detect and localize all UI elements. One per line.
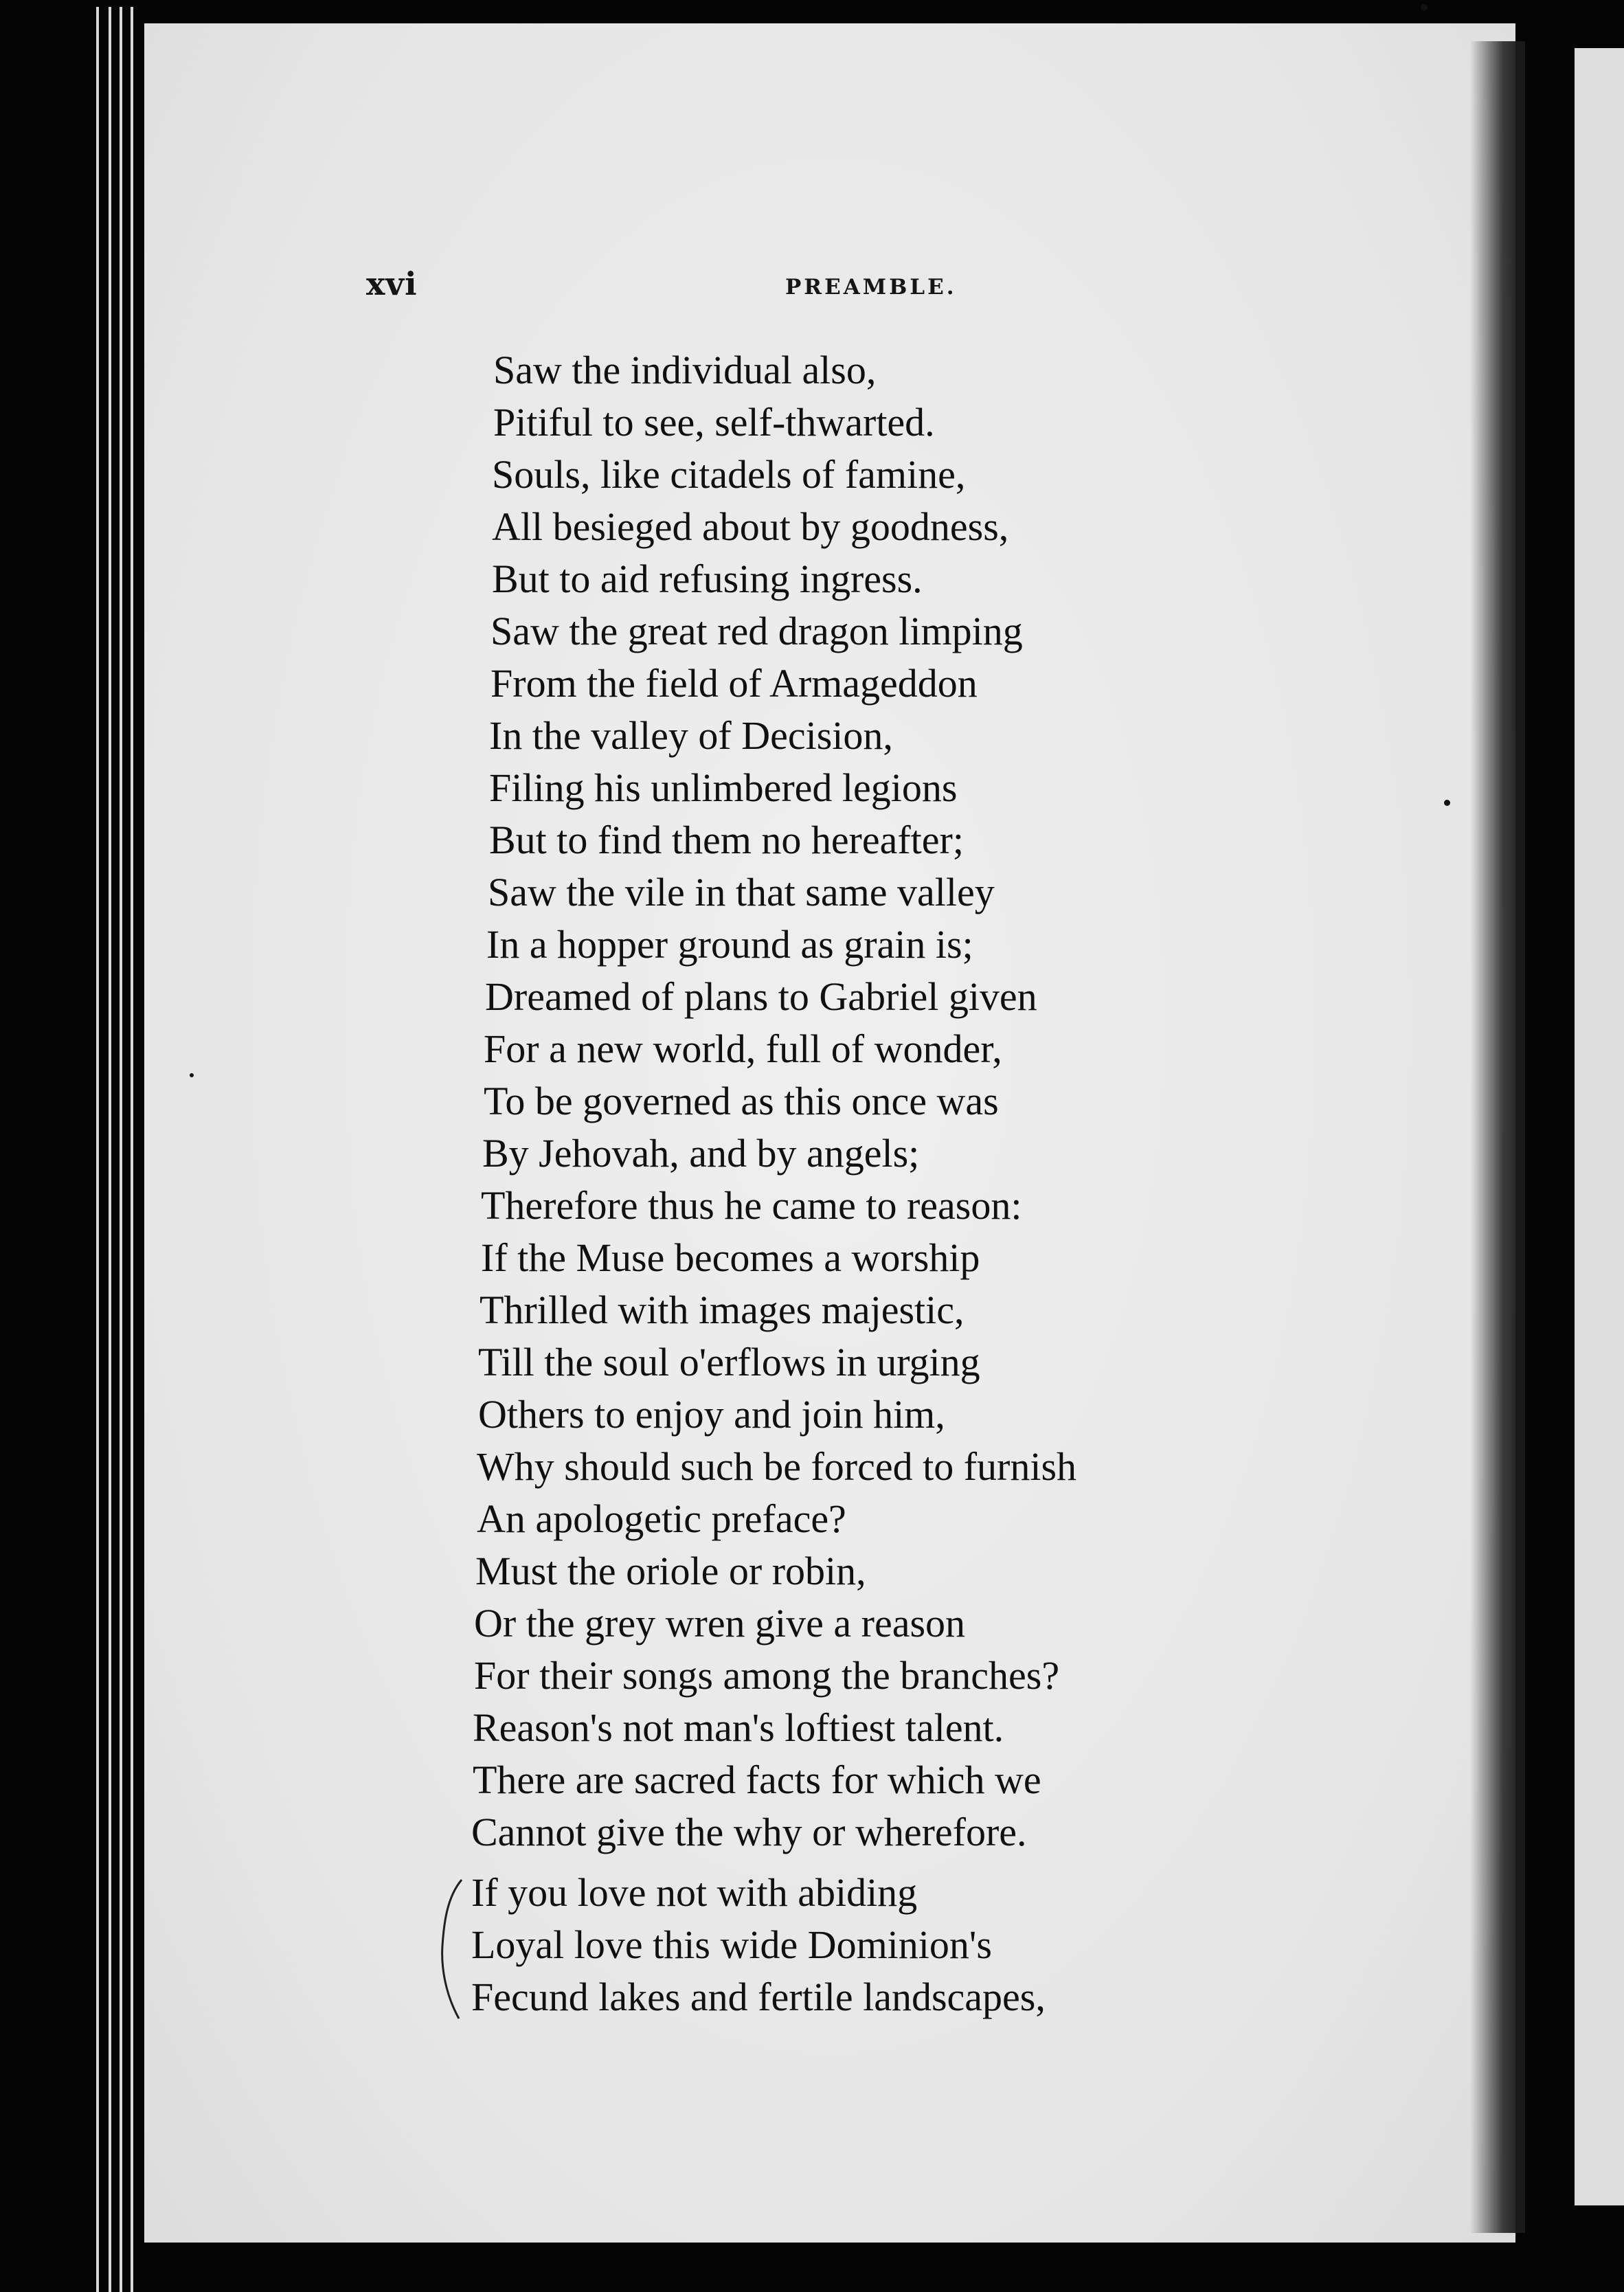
poem-line: Why should such be forced to furnish [477, 1444, 1077, 1489]
poem-line: But to aid refusing ingress. [492, 557, 923, 601]
poem-line: If you love not with abiding [471, 1870, 918, 1915]
ink-speck [1444, 800, 1450, 806]
poem-line: From the field of Armageddon [490, 661, 978, 706]
poem-line: There are sacred facts for which we [473, 1757, 1041, 1802]
poem-line: Dreamed of plans to Gabriel given [485, 974, 1037, 1019]
poem-line: Or the grey wren give a reason [474, 1601, 966, 1645]
poem-line: Filing his unlimbered legions [489, 765, 958, 810]
ink-speck [1421, 4, 1428, 11]
poem-line: Pitiful to see, self-thwarted. [493, 400, 935, 445]
page-number: xvi [366, 265, 418, 302]
ink-speck [190, 1073, 194, 1077]
poem-line: Cannot give the why or wherefore. [471, 1810, 1027, 1854]
poem-line: If the Muse becomes a worship [481, 1235, 980, 1280]
poem-line: In a hopper ground as grain is; [486, 922, 973, 967]
poem-line: All besieged about by goodness, [492, 504, 1009, 549]
poem-line: But to find them no hereafter; [489, 818, 964, 862]
poem-line: By Jehovah, and by angels; [482, 1131, 920, 1176]
poem-line: Fecund lakes and fertile landscapes, [471, 1975, 1046, 2019]
handwritten-bracket-mark [431, 1877, 466, 2021]
poem-line: Thrilled with images majestic, [480, 1288, 965, 1332]
poem-line: Must the oriole or robin, [475, 1549, 866, 1593]
poem-line: For a new world, full of wonder, [484, 1026, 1002, 1071]
poem-line: An apologetic preface? [477, 1496, 846, 1541]
poem-line: Saw the great red dragon limping [490, 609, 1023, 653]
poem-line: Reason's not man's loftiest talent. [473, 1705, 1004, 1750]
poem-line: In the valley of Decision, [489, 713, 893, 758]
poem-line: Saw the individual also, [493, 348, 877, 392]
poem-line: Till the soul o'erflows in urging [478, 1340, 980, 1384]
section-title: PREAMBLE. [785, 275, 957, 300]
poem-line: For their songs among the branches? [474, 1653, 1060, 1698]
poem-line: Loyal love this wide Dominion's [471, 1922, 992, 1967]
poem-line: Therefore thus he came to reason: [481, 1183, 1022, 1228]
poem-line: Souls, like citadels of famine, [492, 452, 966, 497]
poem-line: Others to enjoy and join him, [478, 1392, 945, 1437]
poem-line: To be governed as this once was [484, 1079, 999, 1123]
poem-line: Saw the vile in that same valley [488, 870, 995, 914]
